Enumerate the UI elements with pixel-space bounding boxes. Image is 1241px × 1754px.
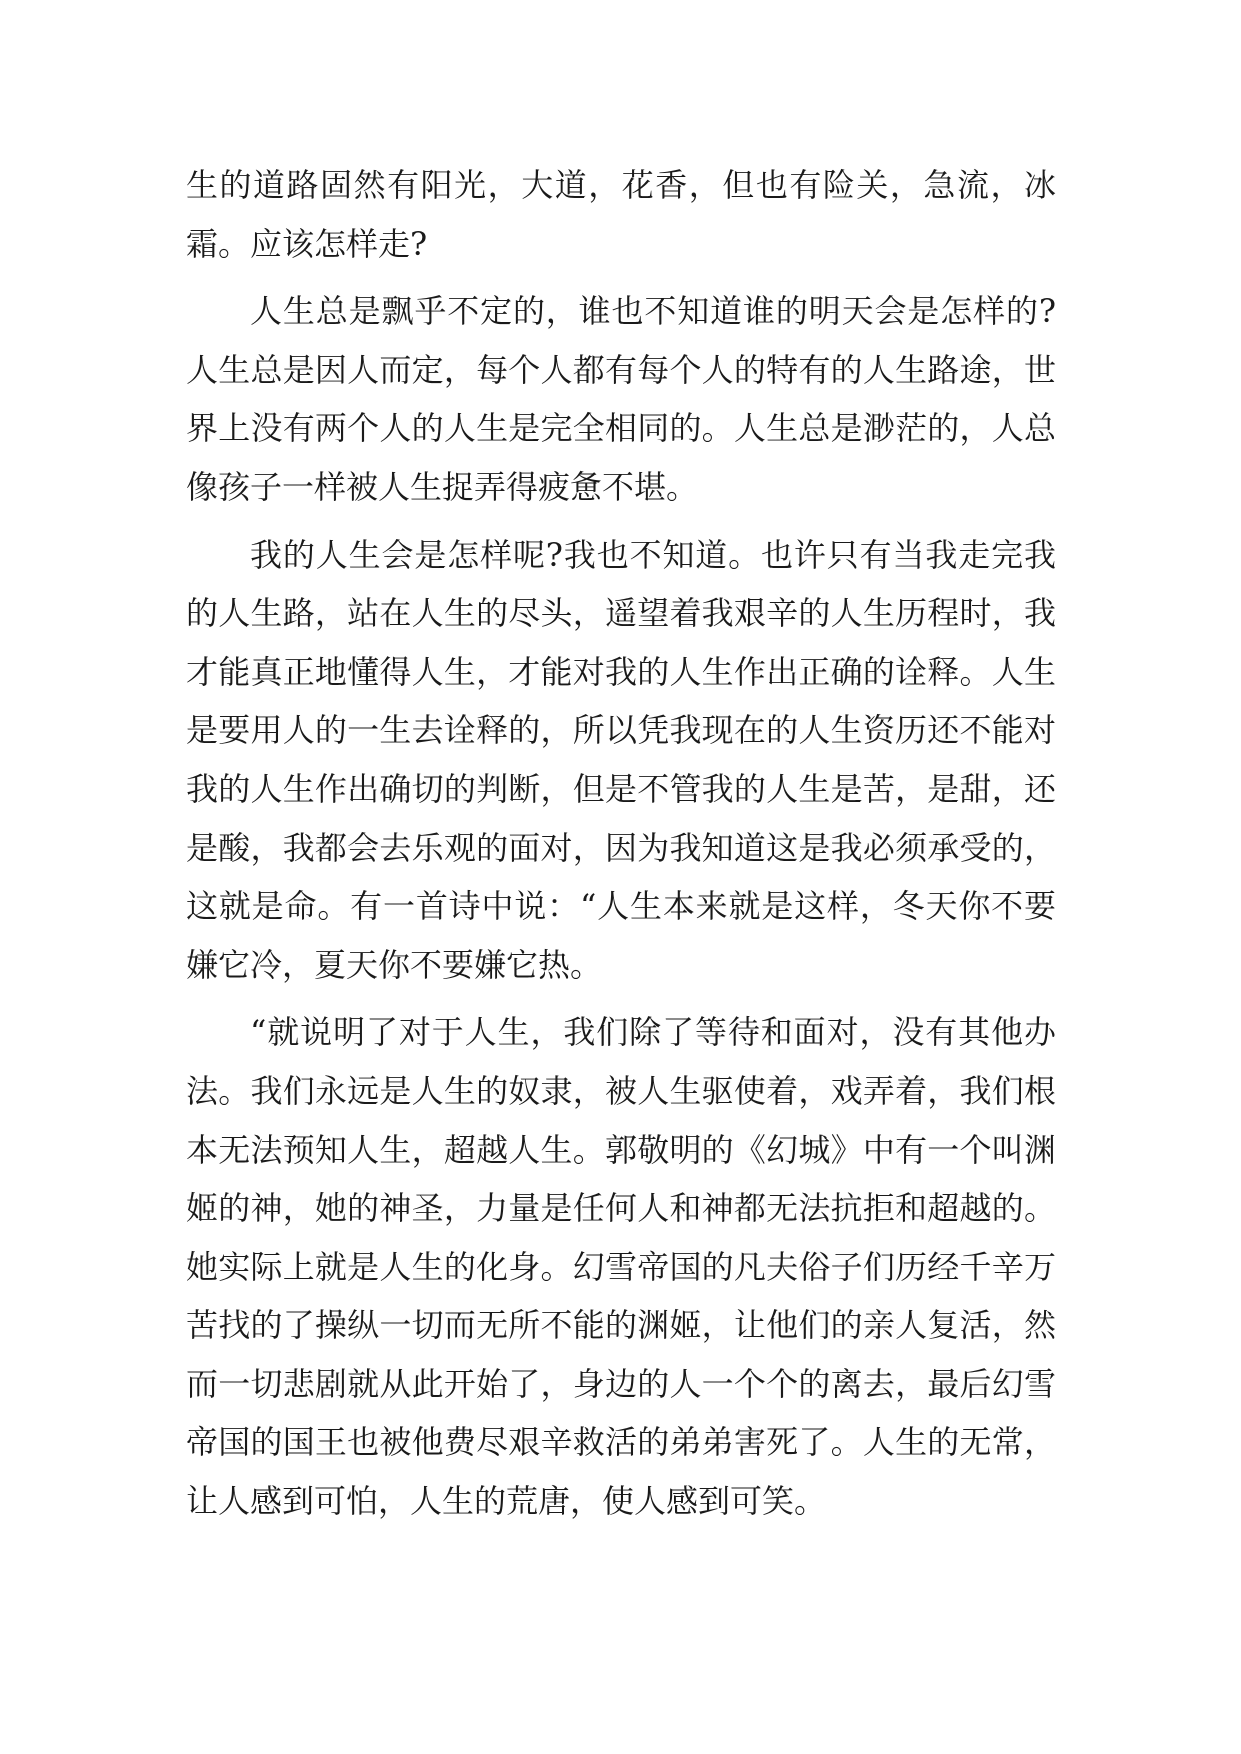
paragraph-3: 我的人生会是怎样呢?我也不知道。也许只有当我走完我的人生路，站在人生的尽头，遥望着我艰辛的人生历程时，我才能真正地懂得人生，才能对我的人生作出正确的诠释。人生是要用人的一生去诠释的，所以凭我现在的人生资历还不能对我的人生作出确切的判断，但是不管我的人生是苦，是甜，还是酸，我都会去乐观的面对，因为我知道这是我必须承受的，这就是命。有一首诗中说：“人生本来就是这样，冬天你不要嫌它冷，夏天你不要嫌它热。 <box>186 535 1056 984</box>
paragraph-2: 人生总是飘乎不定的，谁也不知道谁的明天会是怎样的?人生总是因人而定，每个人都有每个人的特有的人生路途，世界上没有两个人的人生是完全相同的。人生总是渺茫的，人总像孩子一样被人生捉弄得疲惫不堪。 <box>186 292 1056 506</box>
paragraph-1: 生的道路固然有阳光，大道，花香，但也有险关，急流，冰霜。应该怎样走? <box>186 166 1056 263</box>
document-body <box>186 156 1056 1540</box>
paragraph-4: “就说明了对于人生，我们除了等待和面对，没有其他办法。我们永远是人生的奴隶，被人生驱使着，戏弄着，我们根本无法预知人生，超越人生。郭敬明的《幻城》中有一个叫渊姬的神，她的神圣，力量是任何人和神都无法抗拒和超越的。她实际上就是人生的化身。幻雪帝国的凡夫俗子们历经千辛万苦找的了操纵一切而无所不能的渊姬，让他们的亲人复活，然而一切悲剧就从此开始了，身边的人一个个的离去，最后幻雪帝国的国王也被他费尽艰辛救活的弟弟害死了。人生的无常，让人感到可怕，人生的荒唐，使人感到可笑。 <box>186 1013 1056 1521</box>
